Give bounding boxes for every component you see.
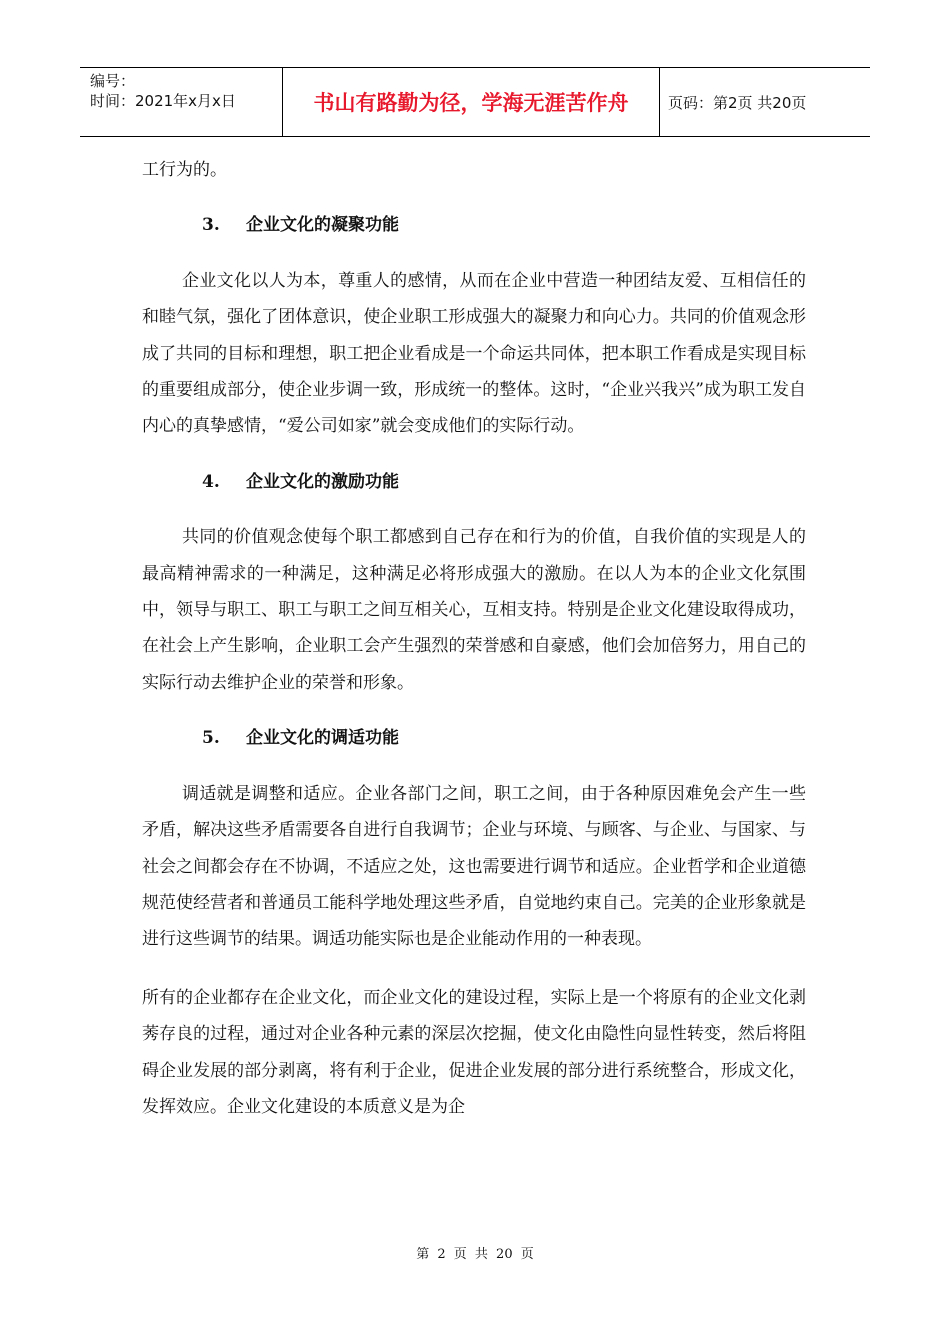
time-label: 时间：2021年x月x日 (90, 92, 236, 110)
section-heading-4 (142, 464, 806, 500)
section-paragraph-5: 调适就是调整和适应。企业各部门之间，职工之间，由于各种原因难免会产生一些矛盾，解决这些矛盾需要各自进行自我调节；企业与环境、与顾客、与企业、与国家、与社会之间都会存在不协调，不适应之处，这也需要进行调节和适应。企业哲学和企业道德规范使经营者和普通员工能科学地处理这些矛盾，自觉地约束自己。完美的企业形象就是进行这些调节的结果。调适功能实际也是企业能动作用的一种表现。 (142, 783, 806, 950)
header-motto: 书山有路勤为径，学海无涯苦作舟 (282, 68, 660, 136)
closing-paragraph: 所有的企业都存在企业文化，而企业文化的建设过程，实际上是一个将原有的企业文化剥莠存良的过程，通过对企业各种元素的深层次挖掘，使文化由隐性向显性转变，然后将阻碍企业发展的部分剥离，将有利于企业，促进企业发展的部分进行系统整合，形成文化，发挥效应。企业文化建设的本质意义是为企 (142, 987, 806, 1117)
section-heading-3 (142, 207, 806, 243)
page-footer: 第 2 页 共 20 页 (416, 1247, 534, 1262)
section-heading-5 (142, 720, 806, 756)
header-meta (80, 68, 282, 136)
document-body (142, 152, 806, 1125)
page-header (80, 67, 870, 137)
section-title: 企业文化的调适功能 (246, 728, 399, 749)
section-title: 企业文化的凝聚功能 (246, 215, 399, 236)
number-label: 编号： (90, 72, 136, 90)
section-number: 4. (202, 471, 220, 492)
section-paragraph-3: 企业文化以人为本，尊重人的感情，从而在企业中营造一种团结友爱、互相信任的和睦气氛，强化了团体意识，使企业职工形成强大的凝聚力和向心力。共同的价值观念形成了共同的目标和理想，职工把企业看成是一个命运共同体，把本职工作看成是实现目标的重要组成部分，使企业步调一致，形成统一的整体。这时，“企业兴我兴”成为职工发自内心的真挚感情，“爱公司如家”就会变成他们的实际行动。 (142, 270, 806, 437)
section-paragraph-4: 共同的价值观念使每个职工都感到自己存在和行为的价值，自我价值的实现是人的最高精神需求的一种满足，这种满足必将形成强大的激励。在以人为本的企业文化氛围中，领导与职工、职工与职工之间互相关心，互相支持。特别是企业文化建设取得成功，在社会上产生影响，企业职工会产生强烈的荣誉感和自豪感，他们会加倍努力，用自己的实际行动去维护企业的荣誉和形象。 (142, 527, 806, 693)
section-number: 5. (202, 728, 220, 749)
continuation-paragraph: 工行为的。 (142, 160, 227, 180)
header-page-info: 页码：第2页 共20页 (668, 93, 807, 112)
section-number: 3. (202, 215, 220, 236)
section-title: 企业文化的激励功能 (246, 471, 399, 492)
